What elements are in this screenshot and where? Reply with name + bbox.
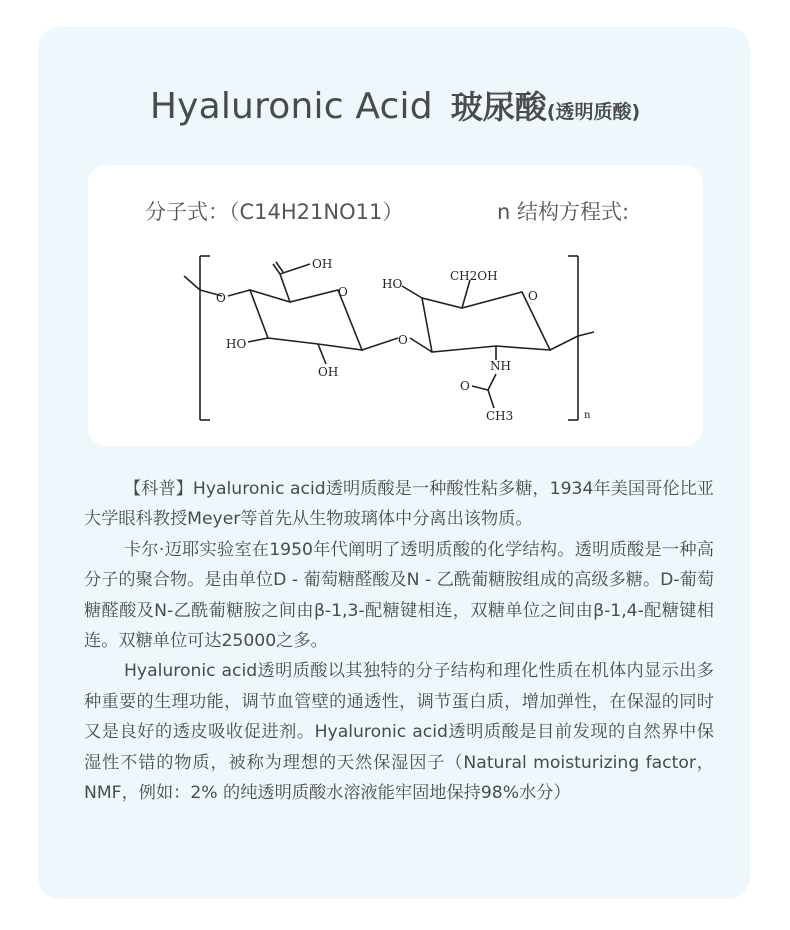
paragraph-structure: 卡尔·迈耶实验室在1950年代阐明了透明质酸的化学结构。透明质酸是一种高分子的聚合物。是由单位D - 葡萄糖醛酸及N - 乙酰葡糖胺组成的高级多糖。D-葡萄糖醛酸及N-乙酰葡糖胺之间由β-1,3-配糖键相连，双糖单位之间由β-1,4-配糖键相连。双糖单位可达25000之多。 xyxy=(84,539,714,652)
diagram-cooh-oh: OH xyxy=(312,257,333,271)
diagram-ho-right: HO xyxy=(382,277,403,291)
title-subtitle: (透明质酸) xyxy=(546,101,641,123)
title-english: Hyaluronic Acid xyxy=(149,86,433,127)
diagram-acetyl-oxygen: O xyxy=(460,379,470,393)
diagram-oh-bottom: OH xyxy=(318,365,339,379)
diagram-ch2oh: CH2OH xyxy=(450,269,498,283)
diagram-repeat-n: n xyxy=(584,410,591,421)
page-title xyxy=(0,82,790,128)
paragraph-function: Hyaluronic acid透明质酸以其独特的分子结构和理化性质在机体内显示出多种重要的生理功能，调节血管壁的通透性，调节蛋白质，增加弹性，在保湿的同时又是良好的透皮吸收促进剂。Hyaluronic acid透明质酸是目前发现的自然界中保湿性不错的物质，被称为理想的天然保湿因子（Natural moisturizing factor，NMF，例如：2% 的纯透明质酸水溶液能牢固地保持98%水分） xyxy=(84,661,714,804)
paragraph-intro: 【科普】Hyaluronic acid透明质酸是一种酸性粘多糖，1934年美国哥伦比亚大学眼科教授Meyer等首先从生物玻璃体中分离出该物质。 xyxy=(84,479,714,530)
molecular-formula-label: 分子式：（C14H21NO11） xyxy=(145,200,404,224)
diagram-ring2-oxygen: O xyxy=(528,289,538,303)
diagram-nh: NH xyxy=(490,359,511,373)
description-text xyxy=(84,474,714,808)
diagram-ch3: CH3 xyxy=(486,409,514,423)
diagram-link-oxygen: O xyxy=(398,333,408,347)
hyaluronic-acid-structure-diagram xyxy=(170,246,610,431)
diagram-ring1-oxygen: O xyxy=(216,291,226,305)
diagram-ho-left: HO xyxy=(226,337,247,351)
structure-formula-label: n 结构方程式: xyxy=(497,200,630,224)
diagram-ring1-o: O xyxy=(338,285,348,299)
title-chinese: 玻尿酸 xyxy=(450,88,547,126)
